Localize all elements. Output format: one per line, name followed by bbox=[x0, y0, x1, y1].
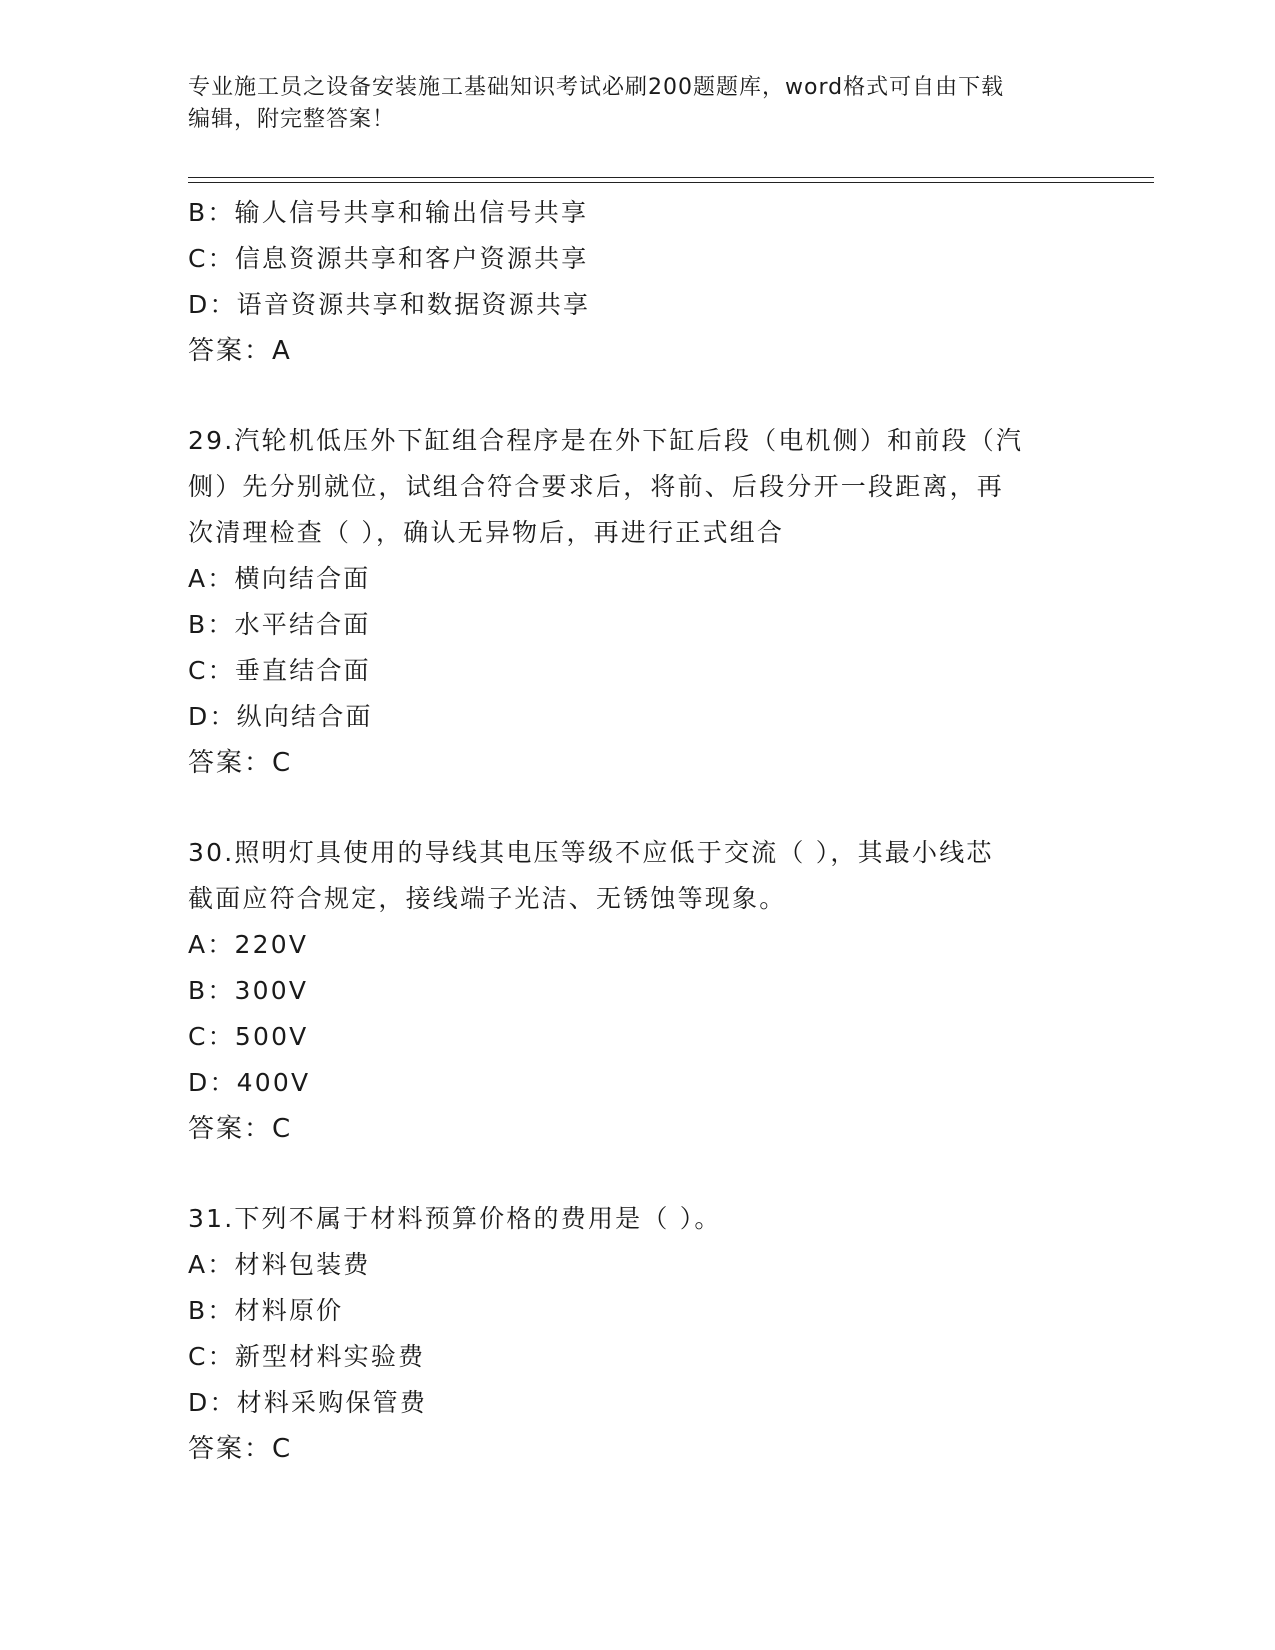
header-rule-top bbox=[188, 177, 1154, 178]
option-a: A：材料包装费 bbox=[188, 1250, 371, 1279]
option-b: B：水平结合面 bbox=[188, 610, 371, 639]
option-d: D：400V bbox=[188, 1068, 311, 1097]
answer: 答案：C bbox=[188, 748, 293, 778]
option-b: B：输人信号共享和输出信号共享 bbox=[188, 198, 589, 227]
option-d: D：纵向结合面 bbox=[188, 702, 373, 731]
question-stem-line: 截面应符合规定，接线端子光洁、无锈蚀等现象。 bbox=[188, 884, 787, 913]
spacer bbox=[188, 786, 1088, 830]
question-stem-line: 侧）先分别就位，试组合符合要求后，将前、后段分开一段距离，再 bbox=[188, 472, 1005, 501]
answer: 答案：C bbox=[188, 1114, 293, 1144]
question-30 bbox=[188, 830, 1088, 1152]
question-stem-line: 29.汽轮机低压外下缸组合程序是在外下缸后段（电机侧）和前段（汽 bbox=[188, 426, 1024, 455]
question-28-partial bbox=[188, 190, 1088, 374]
question-31 bbox=[188, 1196, 1088, 1472]
header-line-1: 专业施工员之设备安装施工基础知识考试必刷200题题库，word格式可自由下载 bbox=[188, 75, 1005, 100]
spacer bbox=[188, 374, 1088, 418]
option-b: B：300V bbox=[188, 976, 309, 1005]
option-b: B：材料原价 bbox=[188, 1296, 344, 1325]
option-c: C：新型材料实验费 bbox=[188, 1342, 426, 1371]
answer: 答案：A bbox=[188, 336, 292, 366]
option-a: A：220V bbox=[188, 930, 309, 959]
header-line-2: 编辑，附完整答案！ bbox=[188, 107, 396, 132]
option-c: C：垂直结合面 bbox=[188, 656, 371, 685]
question-29 bbox=[188, 418, 1088, 786]
document-header bbox=[188, 72, 1068, 136]
option-c: C：信息资源共享和客户资源共享 bbox=[188, 244, 589, 273]
question-list bbox=[188, 190, 1088, 1472]
spacer bbox=[188, 1152, 1088, 1196]
option-d: D：语音资源共享和数据资源共享 bbox=[188, 290, 591, 319]
question-stem-line: 30.照明灯具使用的导线其电压等级不应低于交流（ ），其最小线芯 bbox=[188, 838, 994, 867]
option-d: D：材料采购保管费 bbox=[188, 1388, 428, 1417]
answer: 答案：C bbox=[188, 1434, 293, 1464]
header-rule-bottom bbox=[188, 182, 1154, 183]
question-stem-line: 次清理检查（ ），确认无异物后，再进行正式组合 bbox=[188, 518, 785, 547]
option-c: C：500V bbox=[188, 1022, 309, 1051]
option-a: A：横向结合面 bbox=[188, 564, 371, 593]
question-stem-line: 31.下列不属于材料预算价格的费用是（ ）。 bbox=[188, 1204, 722, 1233]
